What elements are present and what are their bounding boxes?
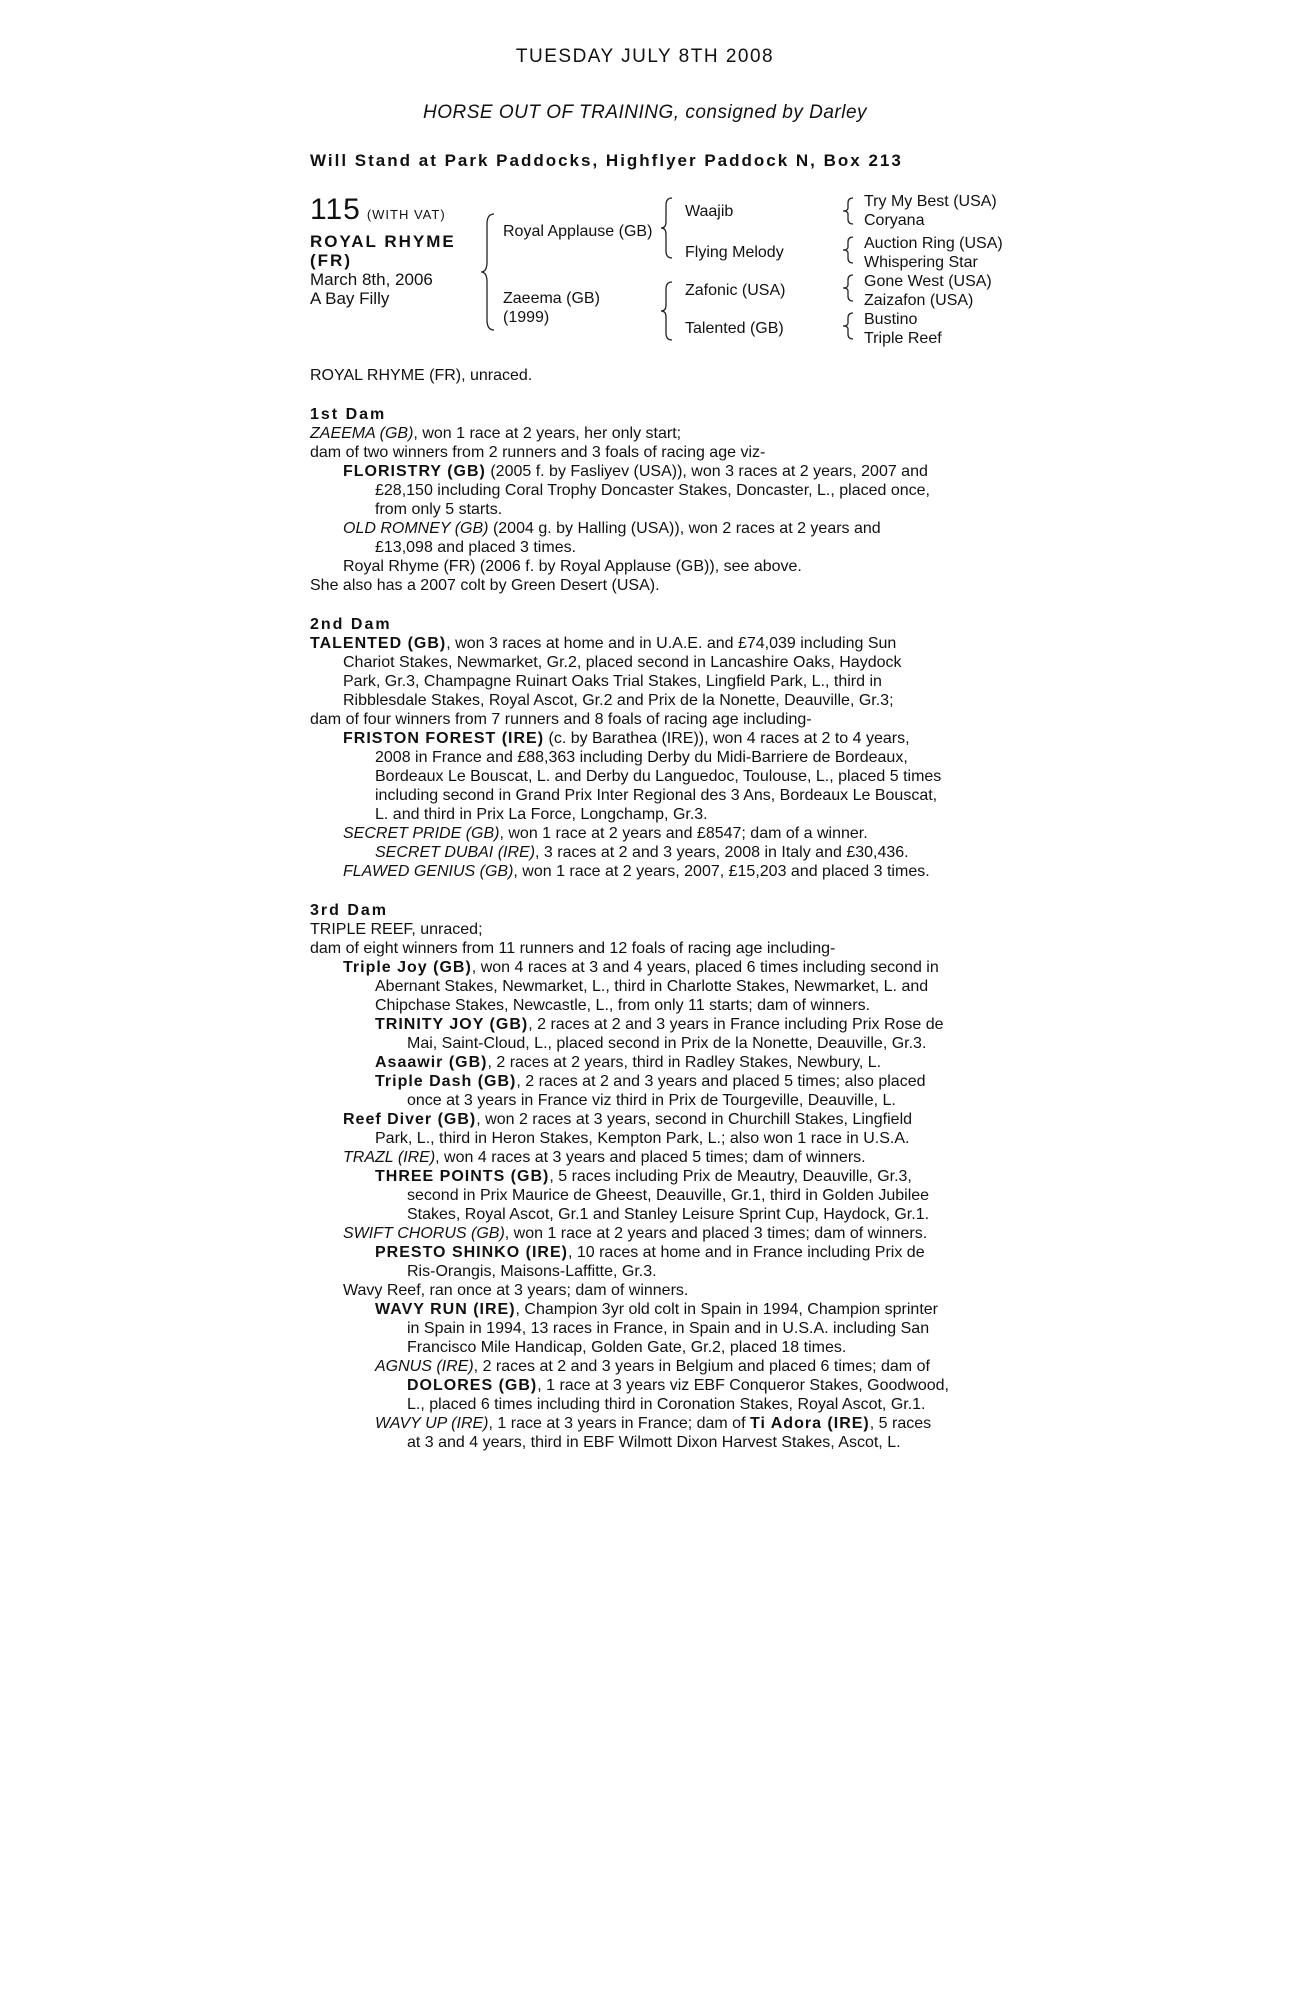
produce-entry: [310, 729, 1010, 748]
produce-name: Triple Dash (GB): [375, 1073, 517, 1090]
produce-entry-cont: Bordeaux Le Bouscat, L. and Derby du Languedoc, Toulouse, L., placed 5 times: [375, 768, 942, 785]
third-dam-produce: dam of eight winners from 11 runners and 12 foals of racing age including-: [310, 940, 836, 957]
produce-text: , 1 race at 3 years viz EBF Conqueror Stakes, Goodwood,: [537, 1377, 949, 1394]
produce-entry-cont: at 3 and 4 years, third in EBF Wilmott Dixon Harvest Stakes, Ascot, L.: [407, 1434, 901, 1451]
third-dam-heading: 3rd Dam: [310, 902, 389, 919]
third-dam-line: TRIPLE REEF, unraced;: [310, 921, 483, 938]
produce-entry-cont: L., placed 6 times including third in Coronation Stakes, Royal Ascot, Gr.1.: [407, 1396, 926, 1413]
produce-entry-cont: Abernant Stakes, Newmarket, L., third in Charlotte Stakes, Newmarket, L. and: [375, 978, 929, 995]
produce-text: , 5 races: [869, 1415, 932, 1432]
second-dam-produce: dam of four winners from 7 runners and 8 foals of racing age including-: [310, 711, 812, 728]
dam-record: , won 3 races at home and in U.A.E. and £74,039 including Sun: [446, 635, 897, 652]
stand-location: Will Stand at Park Paddocks, Highflyer Paddock N, Box 213: [310, 151, 903, 170]
produce-text: (c. by Barathea (IRE)), won 4 races at 2 to 4 years,: [544, 730, 910, 747]
produce-name: DOLORES (GB): [407, 1377, 538, 1394]
pedigree-brace-dam: [660, 280, 678, 342]
pedigree-ddd: Triple Reef: [864, 330, 942, 347]
second-dam-heading: 2nd Dam: [310, 616, 392, 633]
pedigree-dam-sire: Zafonic (USA): [685, 282, 786, 299]
pedigree-sire-sire: Waajib: [685, 203, 734, 220]
produce-entry-cont: including second in Grand Prix Inter Regional des 3 Ans, Bordeaux Le Bouscat,: [375, 787, 938, 804]
produce-text: , won 4 races at 3 years and placed 5 times; dam of winners.: [435, 1149, 866, 1166]
grandproduce-entry: [310, 1072, 1010, 1091]
dam-record-cont: Ribblesdale Stakes, Royal Ascot, Gr.2 and Prix de la Nonette, Deauville, Gr.3;: [343, 692, 894, 709]
grandproduce-entry: [310, 1414, 1010, 1433]
grandproduce-entry: [310, 1015, 1010, 1034]
vat-note: (WITH VAT): [366, 207, 446, 222]
lot-number: 115: [310, 193, 361, 226]
produce-text: , 10 races at home and in France including Prix de: [567, 1244, 925, 1261]
produce-name: FRISTON FOREST (IRE): [343, 730, 545, 747]
pedigree-dam-year: (1999): [503, 309, 550, 326]
dam-record-cont: Park, Gr.3, Champagne Ruinart Oaks Trial Stakes, Lingfield Park, L., third in: [343, 673, 882, 690]
first-dam-produce: dam of two winners from 2 runners and 3 foals of racing age viz-: [310, 444, 766, 461]
produce-entry-cont: in Spain in 1994, 13 races in France, in Spain and in U.S.A. including San: [407, 1320, 930, 1337]
pedigree-sire: Royal Applause (GB): [503, 223, 653, 240]
produce-entry: [310, 1224, 1010, 1243]
produce-entry: Wavy Reef, ran once at 3 years; dam of winners.: [343, 1282, 689, 1299]
horse-name-line1: ROYAL RHYME: [310, 232, 456, 251]
dam-name: ZAEEMA (GB): [310, 425, 414, 442]
sale-date: TUESDAY JULY 8TH 2008: [515, 46, 775, 67]
produce-entry: [310, 1110, 1010, 1129]
produce-text: (2005 f. by Fasliyev (USA)), won 3 races at 2 years, 2007 and: [485, 463, 928, 480]
produce-text: , won 4 races at 3 and 4 years, placed 6 times including second in: [471, 959, 939, 976]
produce-name: PRESTO SHINKO (IRE): [375, 1244, 568, 1261]
produce-entry-cont: 2008 in France and £88,363 including Derby du Midi-Barriere de Bordeaux,: [375, 749, 908, 766]
horse-name-line2: (FR): [310, 251, 352, 270]
produce-name: AGNUS (IRE): [375, 1358, 474, 1375]
produce-entry-cont: Mai, Saint-Cloud, L., placed second in Prix de la Nonette, Deauville, Gr.3.: [407, 1035, 927, 1052]
pedigree-brace-sd: [842, 235, 858, 265]
pedigree-ssd: Coryana: [864, 212, 925, 229]
produce-text: , won 1 race at 2 years, 2007, £15,203 and placed 3 times.: [513, 863, 930, 880]
pedigree-brace-main: [480, 212, 500, 332]
produce-note: She also has a 2007 colt by Green Desert (USA).: [310, 577, 660, 594]
pedigree-brace-ss: [842, 196, 858, 226]
dam-name: TALENTED (GB): [310, 635, 447, 652]
produce-entry: [310, 824, 1010, 843]
produce-entry: [310, 462, 1010, 481]
pedigree-sss: Try My Best (USA): [864, 193, 997, 210]
foaling-date: March 8th, 2006: [310, 270, 433, 289]
produce-name: SWIFT CHORUS (GB): [343, 1225, 505, 1242]
produce-entry: [310, 958, 1010, 977]
produce-name: WAVY UP (IRE): [375, 1415, 489, 1432]
produce-text: , Champion 3yr old colt in Spain in 1994, Champion sprinter: [515, 1301, 938, 1318]
produce-entry-cont: £13,098 and placed 3 times.: [375, 539, 577, 556]
produce-entry: [310, 862, 1010, 881]
horse-name: [310, 232, 456, 270]
race-summary: ROYAL RHYME (FR), unraced.: [310, 367, 533, 384]
grandproduce-entry: [310, 1357, 1010, 1376]
produce-text: , 2 races at 2 and 3 years and placed 5 times; also placed: [516, 1073, 926, 1090]
pedigree-brace-sire: [660, 196, 678, 260]
produce-entry-cont: L. and third in Prix La Force, Longchamp, Gr.3.: [375, 806, 708, 823]
horse-description: A Bay Filly: [310, 289, 390, 308]
horse-info: [310, 270, 433, 308]
produce-text: , 3 races at 2 and 3 years, 2008 in Italy and £30,436.: [535, 844, 909, 861]
produce-text: , won 2 races at 3 years, second in Churchill Stakes, Lingfield: [476, 1111, 913, 1128]
produce-name: THREE POINTS (GB): [375, 1168, 550, 1185]
grandproduce-entry: [310, 843, 1010, 862]
produce-entry: [310, 519, 1010, 538]
pedigree-brace-ds: [842, 273, 858, 303]
produce-name: Ti Adora (IRE): [749, 1415, 870, 1432]
pedigree-dsd: Zaizafon (USA): [864, 292, 974, 309]
dam-record: , won 1 race at 2 years, her only start;: [413, 425, 682, 442]
produce-text: (2004 g. by Halling (USA)), won 2 races at 2 years and: [488, 520, 881, 537]
produce-entry-cont: Chipchase Stakes, Newcastle, L., from only 11 starts; dam of winners.: [375, 997, 871, 1014]
produce-entry-cont: Stakes, Royal Ascot, Gr.1 and Stanley Leisure Sprint Cup, Haydock, Gr.1.: [407, 1206, 930, 1223]
pedigree-dam-dam: Talented (GB): [685, 320, 784, 337]
grandproduce-entry: [310, 1167, 1010, 1186]
produce-name: Triple Joy (GB): [343, 959, 472, 976]
produce-name: FLORISTRY (GB): [343, 463, 486, 480]
produce-name: SECRET DUBAI (IRE): [375, 844, 536, 861]
produce-entry-cont: once at 3 years in France viz third in Prix de Tourgeville, Deauville, L.: [407, 1092, 896, 1109]
produce-text: , 2 races at 2 years, third in Radley Stakes, Newbury, L.: [487, 1054, 882, 1071]
produce-text: , won 1 race at 2 years and placed 3 times; dam of winners.: [504, 1225, 928, 1242]
produce-name: OLD ROMNEY (GB): [343, 520, 489, 537]
produce-entry-cont: from only 5 starts.: [375, 501, 503, 518]
produce-entry-cont: Ris-Orangis, Maisons-Laffitte, Gr.3.: [407, 1263, 657, 1280]
produce-entry-cont: second in Prix Maurice de Gheest, Deauville, Gr.1, third in Golden Jubilee: [407, 1187, 930, 1204]
produce-name: FLAWED GENIUS (GB): [343, 863, 514, 880]
pedigree-sds: Auction Ring (USA): [864, 235, 1003, 252]
great-grandproduce-entry: [310, 1376, 1010, 1395]
pedigree-sire-dam: Flying Melody: [685, 244, 784, 261]
produce-name: TRINITY JOY (GB): [375, 1016, 529, 1033]
grandproduce-entry: [310, 1243, 1010, 1262]
grandproduce-entry: [310, 1300, 1010, 1319]
lot-number-line: [310, 193, 446, 227]
produce-entry: [310, 1148, 1010, 1167]
produce-text: , 1 race at 3 years in France; dam of: [488, 1415, 750, 1432]
first-dam-line: [310, 424, 1010, 443]
produce-text: , 2 races at 2 and 3 years in Belgium and placed 6 times; dam of: [473, 1358, 930, 1375]
produce-name: SECRET PRIDE (GB): [343, 825, 500, 842]
pedigree-dds: Bustino: [864, 311, 918, 328]
pedigree-dam: [503, 289, 600, 327]
produce-entry-cont: Park, L., third in Heron Stakes, Kempton Park, L.; also won 1 race in U.S.A.: [375, 1130, 910, 1147]
produce-entry-cont: £28,150 including Coral Trophy Doncaster Stakes, Doncaster, L., placed once,: [375, 482, 930, 499]
pedigree-sdd: Whispering Star: [864, 254, 978, 271]
produce-text: , 2 races at 2 and 3 years in France including Prix Rose de: [528, 1016, 944, 1033]
produce-name: TRAZL (IRE): [343, 1149, 436, 1166]
pedigree-dss: Gone West (USA): [864, 273, 992, 290]
produce-text: , 5 races including Prix de Meautry, Deauville, Gr.3,: [549, 1168, 912, 1185]
second-dam-line: [310, 634, 1010, 653]
produce-record: [310, 366, 1010, 1452]
produce-name: WAVY RUN (IRE): [375, 1301, 516, 1318]
produce-name: Reef Diver (GB): [343, 1111, 477, 1128]
dam-record-cont: Chariot Stakes, Newmarket, Gr.2, placed second in Lancashire Oaks, Haydock: [343, 654, 902, 671]
grandproduce-entry: [310, 1053, 1010, 1072]
produce-entry: Royal Rhyme (FR) (2006 f. by Royal Applause (GB)), see above.: [343, 558, 802, 575]
pedigree-dam-name: Zaeema (GB): [503, 290, 600, 307]
produce-name: Asaawir (GB): [375, 1054, 488, 1071]
pedigree-brace-dd: [842, 311, 858, 341]
first-dam-heading: 1st Dam: [310, 406, 387, 423]
consignment-line: HORSE OUT OF TRAINING, consigned by Darley: [422, 102, 868, 123]
produce-text: , won 1 race at 2 years and £8547; dam of a winner.: [499, 825, 868, 842]
produce-entry-cont: Francisco Mile Handicap, Golden Gate, Gr.2, placed 18 times.: [407, 1339, 847, 1356]
